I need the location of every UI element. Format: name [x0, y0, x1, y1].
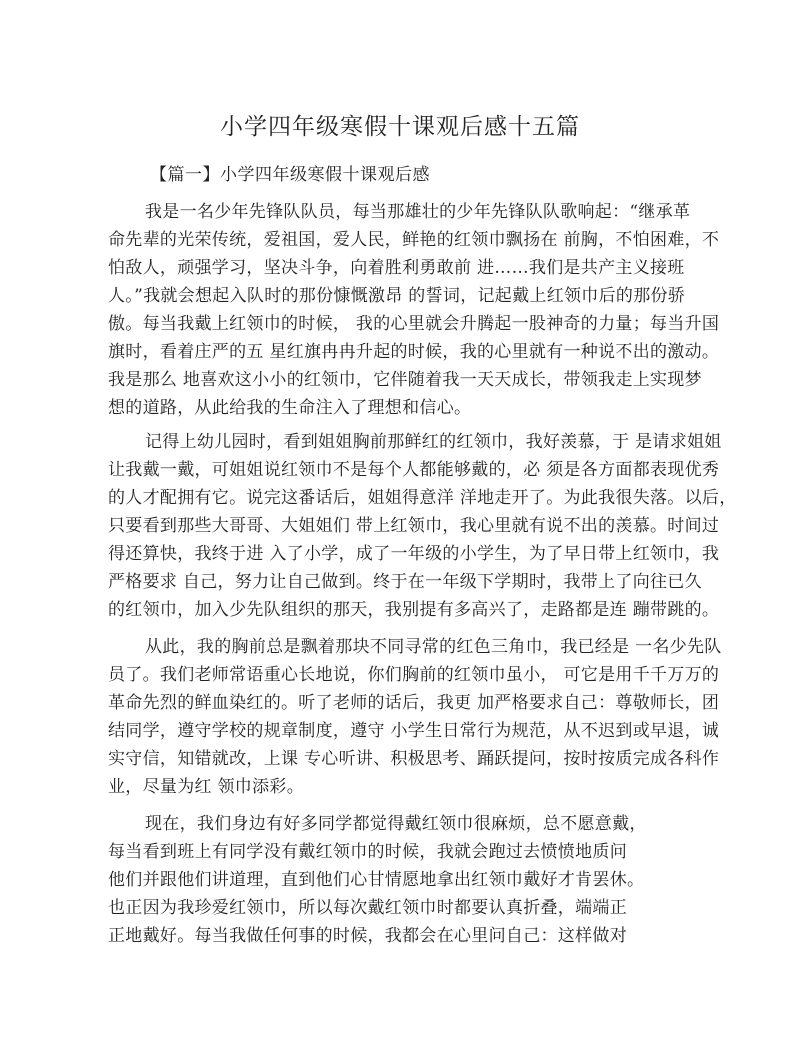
paragraph-line: 也正因为我珍爱红领巾，所以每次戴红领巾时都要认真折叠，端端正	[108, 898, 627, 918]
paragraph-line: 我是一名少年先锋队队员，每当那雄壮的少年先锋队队歌响起：“继承革	[145, 202, 691, 222]
paragraph-line: 结同学，遵守学校的规章制度，遵守 小学生日常行为规范，从不迟到或早退，诚	[108, 721, 720, 741]
document-title: 小学四年级寒假十课观后感十五篇	[220, 114, 580, 140]
section-heading: 【篇一】小学四年级寒假十课观后感	[150, 165, 430, 185]
paragraph-line: 人。”我就会想起入队时的那份慷慨激昂 的誓词，记起戴上红领巾后的那份骄	[108, 286, 686, 306]
paragraph-line: 的红领巾，加入少先队组织的那天，我别提有多高兴了，走路都是连 蹦带跳的。	[108, 600, 720, 620]
paragraph-line: 想的道路，从此给我的生命注入了理想和信心。	[108, 398, 472, 418]
paragraph-line: 的人才配拥有它。说完这番话后，姐姐得意洋 洋地走开了。为此我很失落。以后，	[108, 488, 737, 508]
paragraph-line: 每当看到班上有同学没有戴红领巾的时候，我就会跑过去愤愤地质问	[108, 842, 627, 862]
paragraph-line: 让我戴一戴，可姐姐说红领巾不是每个人都能够戴的，必 须是各方面都表现优秀	[108, 460, 720, 480]
paragraph-line: 我是那么 地喜欢这小小的红领巾，它伴随着我一天天成长，带领我走上实现梦	[108, 370, 702, 390]
paragraph-line: 得还算快，我终于进 入了小学，成了一年级的小学生，为了早日带上红领巾，我	[108, 544, 720, 564]
paragraph-line: 记得上幼儿园时，看到姐姐胸前那鲜红的红领巾，我好羡慕，于 是请求姐姐	[145, 432, 722, 452]
paragraph-line: 员了。我们老师常语重心长地说，你们胸前的红领巾虽小， 可它是用千千万万的	[108, 665, 720, 685]
paragraph-line: 只要看到那些大哥哥、大姐姐们 带上红领巾，我心里就有说不出的羡慕。时间过	[108, 516, 720, 536]
paragraph-line: 正地戴好。每当我做任何事的时候，我都会在心里问自己：这样做对	[108, 926, 627, 946]
paragraph-line: 从此，我的胸前总是飘着那块不同寻常的红色三角巾，我已经是 一名少先队	[145, 637, 722, 657]
paragraph-line: 命先辈的光荣传统，爱祖国，爱人民，鲜艳的红领巾飘扬在 前胸，不怕困难，不	[108, 230, 720, 250]
paragraph-line: 实守信，知错就改，上课 专心听讲、积极思考、踊跃提问，按时按质完成各科作	[108, 749, 720, 769]
paragraph-line: 革命先烈的鲜血染红的。听了老师的话后，我更 加严格要求自己：尊敬师长，团	[108, 693, 720, 713]
paragraph-line: 他们并跟他们讲道理，直到他们心甘情愿地拿出红领巾戴好才肯罢休。	[108, 870, 645, 890]
paragraph-line: 怕敌人，顽强学习，坚决斗争，向着胜利勇敢前 进……我们是共产主义接班	[108, 258, 685, 278]
paragraph-line: 严格要求 自己，努力让自己做到。终于在一年级下学期时，我带上了向往已久	[108, 572, 702, 592]
paragraph-line: 现在，我们身边有好多同学都觉得戴红领巾很麻烦，总不愿意戴，	[145, 814, 647, 834]
paragraph-line: 业，尽量为红 领巾添彩。	[108, 777, 305, 797]
paragraph-line: 傲。每当我戴上红领巾的时候， 我的心里就会升腾起一股神奇的力量；每当升国	[108, 314, 720, 334]
paragraph-line: 旗时，看着庄严的五 星红旗冉冉升起的时候，我的心里就有一种说不出的激动。	[108, 342, 720, 362]
